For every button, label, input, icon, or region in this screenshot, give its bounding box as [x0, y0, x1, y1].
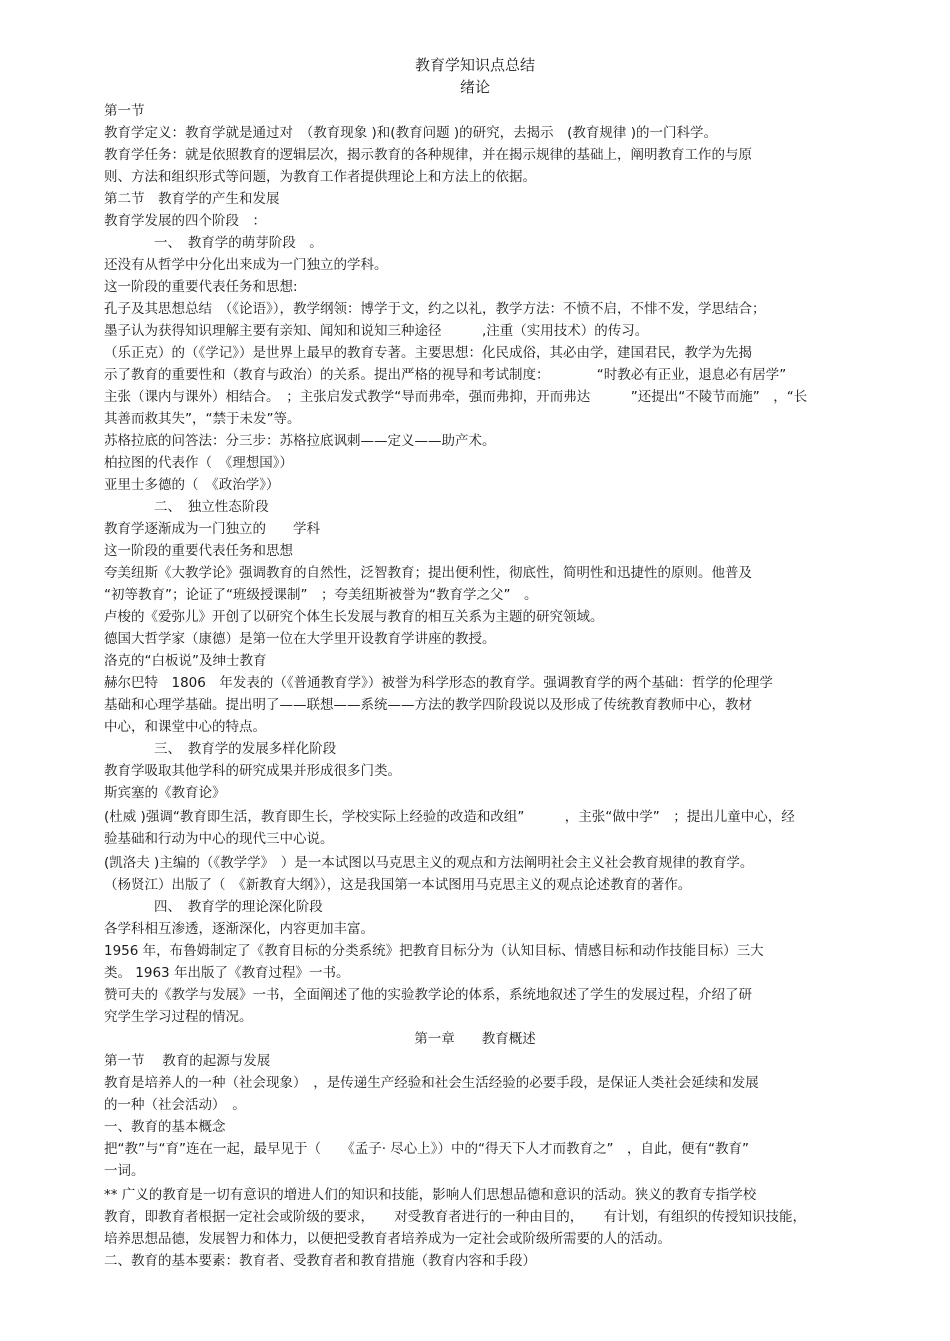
- text-line: 夸美纽斯《大教学论》强调教育的自然性，泛智教育；提出便利性，彻底性，简明性和迅捷性的原则。他普及: [104, 565, 752, 581]
- text-line: （乐正克）的（《学记》）是世界上最早的教育专著。主要思想：化民成俗，其必由学，建国君民，教学为先揭: [104, 345, 752, 361]
- text-line: 其善而救其失”，“禁于未发”等。: [104, 411, 301, 427]
- text-line: 基础和心理学基础。提出明了——联想——系统——方法的教学四阶段说以及形成了传统教育教师中心，教材: [104, 697, 752, 713]
- text-line: 验基础和行动为中心的现代三中心说。: [104, 831, 334, 847]
- text-line: 德国大哲学家（康德）是第一位在大学里开设教育学讲座的教授。: [104, 631, 496, 647]
- text-line: 主张（课内与课外）相结合。 ；主张启发式教学“导而弗牵，强而弗抑，开而弗达 ”还提出“不陵节而施” ，“长: [104, 389, 808, 405]
- text-line: 赫尔巴特 1806 年发表的（《普通教育学》）被誉为科学形态的教育学。强调教育学的两个基础：哲学的伦理学: [104, 675, 773, 691]
- text-line: 类。 1963 年出版了《教育过程》一书。: [104, 965, 350, 981]
- text-line: 教育学定义：教育学就是通过对 （教育现象 )和(教育问题 )的研究，去揭示 (教育规律 )的一门科学。: [104, 125, 717, 141]
- text-line: 1956 年，布鲁姆制定了《教育目标的分类系统》把教育目标分为（认知目标、情感目标和动作技能目标）三大: [104, 943, 764, 959]
- text-line: 中心，和课堂中心的特点。: [104, 719, 266, 735]
- text-line: 究学生学习过程的情况。: [104, 1009, 253, 1025]
- section-heading-intro: 绪论: [459, 78, 490, 96]
- subsection-heading: 三、 教育学的发展多样化阶段: [154, 741, 337, 757]
- text-line: 教育是培养人的一种（社会现象） ，是传递生产经验和社会生活经验的必要手段，是保证人类社会延续和发展: [104, 1075, 759, 1091]
- section-heading: 第一节: [104, 103, 145, 119]
- section-heading: 第二节 教育学的产生和发展: [104, 191, 280, 207]
- text-line: (凯洛夫 )主编的（《教学学》 ）是一本试图以马克思主义的观点和方法阐明社会主义社会教育规律的教育学。: [104, 855, 754, 871]
- text-line: 墨子认为获得知识理解主要有亲知、闻知和说知三种途径 ,注重（实用技术）的传习。: [104, 323, 649, 339]
- text-line: 教育学任务：就是依照教育的逻辑层次，揭示教育的各种规律，并在揭示规律的基础上，阐明教育工作的与原: [104, 147, 752, 163]
- text-line: 的一种（社会活动） 。: [104, 1097, 246, 1113]
- text-line: 教育学逐渐成为一门独立的 学科: [104, 521, 320, 537]
- subsection-heading: 一、 教育学的萌芽阶段 。: [154, 235, 323, 251]
- text-line: 斯宾塞的《教育论》: [104, 785, 226, 801]
- text-line: 教育学吸取其他学科的研究成果并形成很多门类。: [104, 763, 401, 779]
- text-line: 赞可夫的《教学与发展》一书，全面阐述了他的实验教学论的体系，系统地叙述了学生的发展过程，介绍了研: [104, 987, 752, 1003]
- document-title: 教育学知识点总结: [414, 56, 535, 74]
- text-line: ** 广义的教育是一切有意识的增进人们的知识和技能，影响人们思想品德和意识的活动。狭义的教育专指学校: [104, 1187, 757, 1203]
- text-line: （杨贤江）出版了（ 《新教育大纲》），这是我国第一本试图用马克思主义的观点论述教育的著作。: [104, 877, 692, 893]
- subsection-heading: 二、教育的基本要素：教育者、受教育者和教育措施（教育内容和手段）: [104, 1253, 536, 1269]
- text-line: “初等教育”；论证了“班级授课制” ；夸美纽斯被誉为“教育学之父” 。: [104, 587, 538, 603]
- text-line: 培养思想品德，发展智力和体力，以便把受教育者培养成为一定社会或阶级所需要的人的活动。: [104, 1231, 671, 1247]
- text-line: 教育，即教育者根据一定社会或阶级的要求， 对受教育者进行的一种由目的， 有计划，有组织的传授知识技能，: [104, 1209, 806, 1225]
- subsection-heading: 二、 独立性态阶段: [154, 499, 269, 515]
- text-line: 把“教”与“育”连在一起，最早见于（ 《孟子· 尽心上》）中的“得天下人才而教育之” ，自此，便有“教育”: [104, 1141, 750, 1157]
- section-heading: 第一节 教育的起源与发展: [104, 1053, 271, 1069]
- text-line: 洛克的“白板说”及绅士教育: [104, 653, 267, 669]
- text-line: 苏格拉底的问答法：分三步：苏格拉底讽刺——定义——助产术。: [104, 433, 496, 449]
- subsection-heading: 四、 教育学的理论深化阶段: [154, 899, 323, 915]
- text-line: 柏拉图的代表作（ 《理想国》）: [104, 455, 293, 471]
- text-line: 教育学发展的四个阶段 ：: [104, 213, 266, 229]
- text-line: 一词。: [104, 1163, 145, 1179]
- chapter-heading: 第一章 教育概述: [414, 1031, 536, 1047]
- subsection-heading: 一、教育的基本概念: [104, 1119, 226, 1135]
- text-line: (杜威 )强调“教育即生活，教育即生长，学校实际上经验的改造和改组” ，主张“做中学” ；提出儿童中心，经: [104, 809, 795, 825]
- text-line: 各学科相互渗透，逐渐深化，内容更加丰富。: [104, 921, 374, 937]
- text-line: 亚里士多德的（ 《政治学》）: [104, 477, 280, 493]
- text-line: 示了教育的重要性和（教育与政治）的关系。提出严格的视导和考试制度： “时教必有正业，退息必有居学”: [104, 367, 787, 383]
- text-line: 这一阶段的重要代表任务和思想: [104, 543, 293, 559]
- text-line: 则、方法和组织形式等问题，为教育工作者提供理论上和方法上的依据。: [104, 169, 536, 185]
- text-line: 这一阶段的重要代表任务和思想:: [104, 279, 298, 295]
- text-line: 孔子及其思想总结 （《论语》），教学纲领：博学于文，约之以礼，教学方法：不愤不启，不悱不发，学思结合；: [104, 301, 766, 317]
- text-line: 还没有从哲学中分化出来成为一门独立的学科。: [104, 257, 388, 273]
- text-line: 卢梭的《爱弥儿》开创了以研究个体生长发展与教育的相互关系为主题的研究领域。: [104, 609, 604, 625]
